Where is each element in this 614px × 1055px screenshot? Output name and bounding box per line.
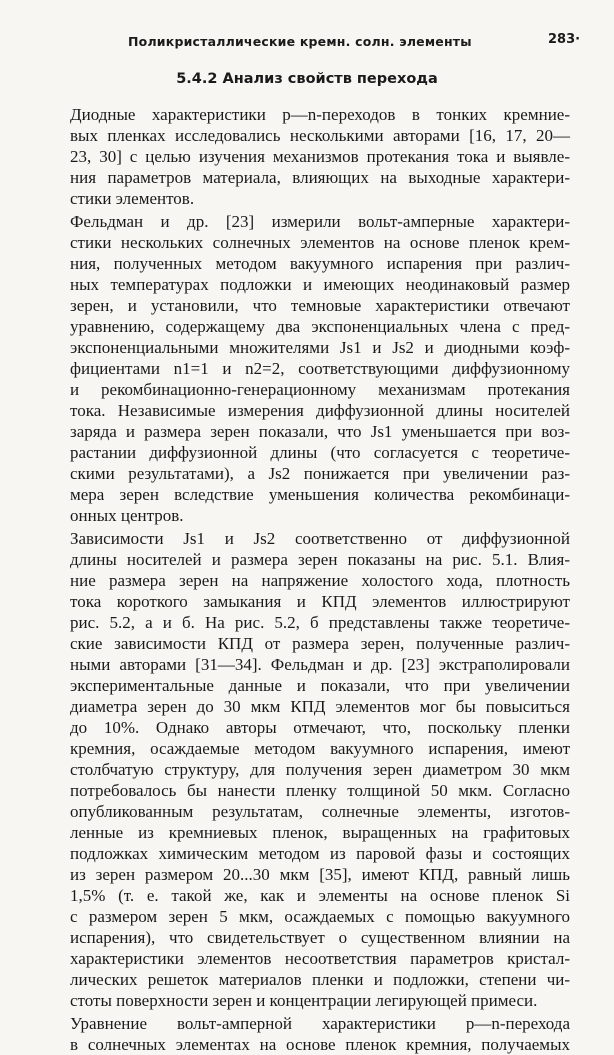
- page-number: 283·: [548, 32, 581, 47]
- text-line: тока. Независимые измерения диффузионной длины носителей: [70, 401, 570, 420]
- text-line: скими результатами), а Js2 понижается при увеличении раз-: [70, 464, 570, 483]
- text-line: ские зависимости КПД от размера зерен, полученные различ-: [70, 634, 570, 653]
- text-line: ния, полученных методом вакуумного испарения при различ-: [70, 254, 570, 273]
- text-line: с размером зерен 5 мкм, осаждаемых с помощью вакуумного: [70, 907, 570, 926]
- text-line: кремния, осаждаемые методом вакуумного испарения, имеют: [70, 739, 570, 758]
- text-line: онных центров.: [70, 506, 184, 525]
- text-line: стики нескольких солнечных элементов на основе пленок крем-: [70, 233, 570, 252]
- text-line: из зерен размером 20...30 мкм [35], имеют КПД, равный лишь: [70, 865, 570, 884]
- text-line: подложках химическим методом из паровой фазы и состоящих: [70, 844, 570, 863]
- text-line: ленные из кремниевых пленок, выращенных на графитовых: [70, 823, 570, 842]
- text-line: опубликованным результатам, солнечные элементы, изготов-: [70, 802, 570, 821]
- text-line: фициентами n1=1 и n2=2, соответствующими диффузионному: [70, 359, 570, 378]
- text-line: зерен, и установили, что темновые характеристики отвечают: [70, 296, 570, 315]
- text-line: экспоненциальными множителями Js1 и Js2 и диодными коэф-: [70, 338, 570, 357]
- text-line: Уравнение вольт-амперной характеристики p—n-перехода: [70, 1014, 570, 1033]
- text-line: 1,5% (т. е. такой же, как и элементы на основе пленок Si: [70, 886, 570, 905]
- text-line: потребовалось бы нанести пленку толщиной 50 мкм. Согласно: [70, 781, 570, 800]
- text-line: ние размера зерен на напряжение холостого хода, плотность: [70, 571, 570, 590]
- text-line: тока короткого замыкания и КПД элементов иллюстрируют: [70, 592, 570, 611]
- text-line: рис. 5.2, а и б. На рис. 5.2, б представлены также теоретиче-: [70, 613, 570, 632]
- text-line: лических решеток материалов пленки и подложки, степени чи-: [70, 970, 570, 989]
- text-line: испарения), что свидетельствует о существенном влиянии на: [70, 928, 570, 947]
- text-line: вых пленках исследовались несколькими авторами [16, 17, 20—: [70, 126, 570, 145]
- text-line: ния параметров материала, влияющих на выходные характери-: [70, 168, 570, 187]
- text-line: до 10%. Однако авторы отмечают, что, поскольку пленки: [70, 718, 570, 737]
- text-line: характеристики элементов несоответствия параметров кристал-: [70, 949, 570, 968]
- text-line: 23, 30] с целью изучения механизмов протекания тока и выявле-: [70, 147, 570, 166]
- text-line: стики элементов.: [70, 189, 195, 208]
- text-line: ными авторами [31—34]. Фельдман и др. [23] экстраполировали: [70, 655, 570, 674]
- text-line: заряда и размера зерен показали, что Js1 уменьшается при воз-: [70, 422, 570, 441]
- running-header: Поликристаллические кремн. солн. элементы: [128, 34, 472, 49]
- text-line: длины носителей и размера зерен показаны на рис. 5.1. Влия-: [70, 550, 570, 569]
- text-line: растании диффузионной длины (что согласуется с теоретиче-: [70, 443, 570, 462]
- paragraph-4: [70, 1013, 570, 1055]
- text-line: Диодные характеристики p—n-переходов в тонких кремние-: [70, 105, 570, 124]
- text-line: диаметра зерен до 30 мкм КПД элементов мог бы повыситься: [70, 697, 570, 716]
- section-title: 5.4.2 Анализ свойств перехода: [176, 71, 438, 87]
- text-line: Зависимости Js1 и Js2 соответственно от диффузионной: [70, 529, 570, 548]
- paragraph-3: [70, 528, 570, 1011]
- text-line: стоты поверхности зерен и концентрации легирующей примеси.: [70, 991, 538, 1010]
- body-text: [70, 104, 570, 1055]
- text-line: и рекомбинационно-генерационному механизмам протекания: [70, 380, 570, 399]
- text-line: ных температурах подложки и имеющих неодинаковый размер: [70, 275, 570, 294]
- text-line: в солнечных элементах на основе пленок кремния, получаемых: [70, 1035, 570, 1054]
- text-line: уравнению, содержащему два экспоненциальных члена с пред-: [70, 317, 570, 336]
- text-line: мера зерен вследствие уменьшения количества рекомбинаци-: [70, 485, 570, 504]
- paragraph-1: [70, 104, 570, 209]
- text-line: экспериментальные данные и показали, что при увеличении: [70, 676, 570, 695]
- text-line: столбчатую структуру, для получения зерен диаметром 30 мкм: [70, 760, 570, 779]
- text-line: Фельдман и др. [23] измерили вольт-амперные характери-: [70, 212, 570, 231]
- paragraph-2: [70, 211, 570, 526]
